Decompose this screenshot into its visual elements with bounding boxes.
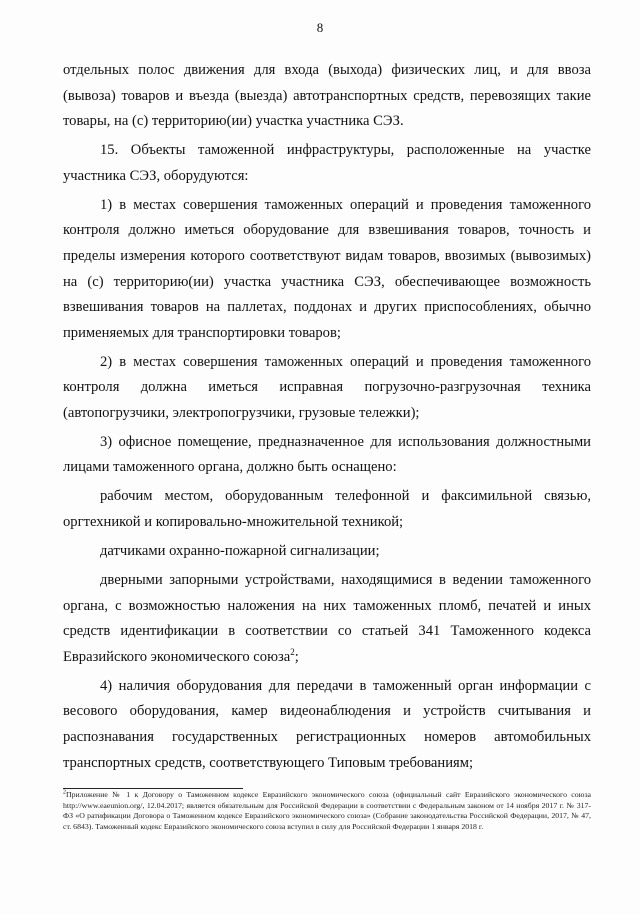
paragraph-subitem-3: 3) офисное помещение, предназначенное для использования должностными лицами таможенного органа, должно быть оснащено: xyxy=(63,433,591,476)
paragraph-door-locks xyxy=(63,568,591,670)
footnote-reference: 2 xyxy=(290,646,295,657)
page-number: 8 xyxy=(316,20,324,35)
paragraph-item-15: 15. Объекты таможенной инфраструктуры, расположенные на участке участника СЭЗ, оборудуются: xyxy=(63,142,591,184)
paragraph-subitem-2: 2) в местах совершения таможенных операций и проведения таможенного контроля должна иметься исправная погрузочно-разгрузочная техника (автопогрузчики, электропогрузчики, грузовые тележки); xyxy=(63,353,591,421)
door-locks-text: дверными запорными устройствами, находящимися в ведении таможенного органа, с возможностью наложения на них таможенных пломб, печатей и иных средств идентификации в соответствии со статьей 341 Таможенного кодекса Евразийского экономического союза xyxy=(63,572,591,665)
footnote-divider xyxy=(63,788,243,789)
footnote-text: Приложение № 1 к Договору о Таможенном кодексе Евразийского экономического союза (официальный сайт Евразийского экономического союза http://www.eaeunion.org/, 12.04.2017; является обязательным для Российской Федерации в соответствии с Федеральным законом от 14 ноября 2017 г. № 317-ФЗ «О ратификации Договора о Таможенном кодексе Евразийского экономического союза» (Собрание законодательства Российской Федерации, 2017, № 47, ст. 6843). Таможенный кодекс Евразийского экономического союза вступил в силу для Российской Федерации 1 января 2018 г. xyxy=(63,790,591,831)
paragraph-subitem-1: 1) в местах совершения таможенных операций и проведения таможенного контроля должно иметься оборудование для взвешивания товаров, точность и пределы измерения которого соответствуют видам товаров, ввозимых (вывозимых) на (с) территорию(ии) участка участника СЭЗ, обеспечивающее возможность взвешивания товаров на паллетах, поддонах и других приспособлениях, обычно применяемых для транспортировки товаров; xyxy=(63,196,591,341)
footnote-marker: 2 xyxy=(63,789,66,796)
document-body xyxy=(63,58,591,780)
paragraph-workplace: рабочим местом, оборудованным телефонной и факсимильной связью, оргтехникой и копировально-множительной техникой; xyxy=(63,488,591,531)
paragraph-sensors: датчиками охранно-пожарной сигнализации; xyxy=(100,543,380,560)
paragraph-subitem-4: 4) наличия оборудования для передачи в таможенный орган информации с весового оборудования, камер видеонаблюдения и устройств считывания и распознавания государственных регистрационных номеров автомобильных транспортных средств, соответствующего Типовым требованиям; xyxy=(63,677,591,771)
door-locks-suffix: ; xyxy=(294,648,299,665)
paragraph-continuation: отдельных полос движения для входа (выхода) физических лиц, и для ввоза (вывоза) товаров и въезда (выезда) автотранспортных средств, перевозящих такие товары, на (с) территорию(ии) участка участника СЭЗ. xyxy=(63,62,591,130)
footnote xyxy=(63,790,591,832)
